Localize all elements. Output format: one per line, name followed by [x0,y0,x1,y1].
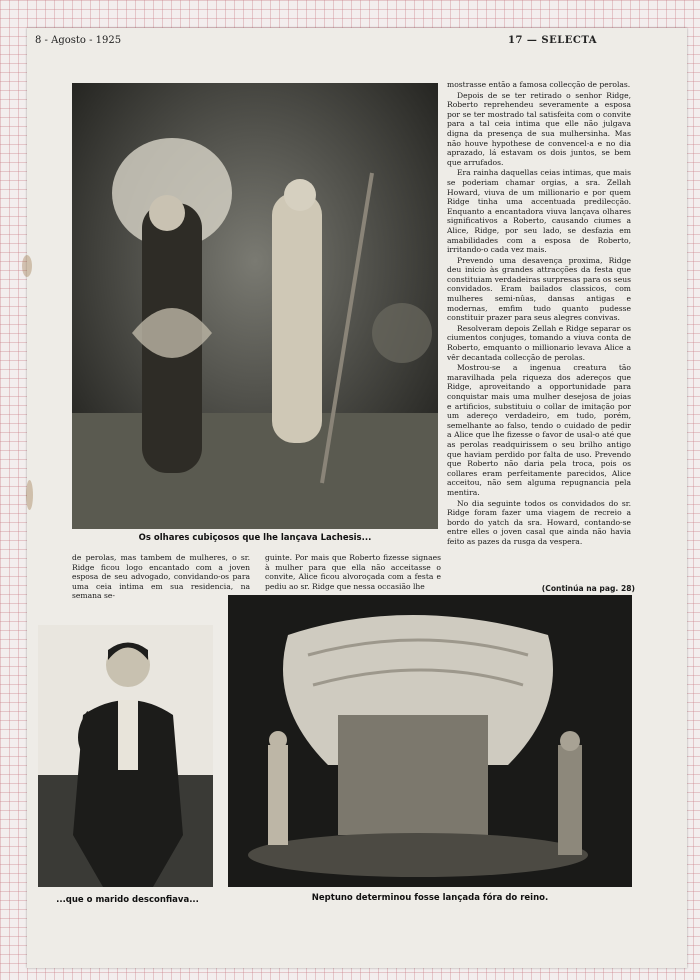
paragraph: Mostrou-se a ingenua creatura tão maravilhada pela riqueza dos adereços que Ridge, aproveitando a opportunidade para conquistar mais uma mulher desejosa de joias e artificios, substituiu o collar de imitação por um adereço verdadeiro, em tudo, porém, semelhante ao falso, tendo o cuidado de pedir a Alice que lhe fizesse o favor de usal-o até que as perolas readquirissem o seu brilho antigo que haviam perdido por falta de uso. Prevendo que Roberto não daria pela troca, pois os collares eram perfeitamente parecidos, Alice acceitou, não sem alguma repugnancia pela mentira. [447,363,631,497]
paragraph: Resolveram depois Zellah e Ridge separar os ciumentos conjuges, tomando a viuva conta de Roberto, emquanto o millionario levava Alice a vêr decantada collecção de perolas. [447,323,631,362]
bottom-right-caption: Neptuno determinou fosse lançada fóra do reino. [311,893,549,903]
issue-date: 8 - Agosto - 1925 [35,35,122,46]
bottom-left-photo [38,625,213,887]
paragraph: No dia seguinte todos os convidados do sr. Ridge foram fazer uma viagem de recreio a bordo do yatch da sra. Howard, contando-se entre elles o joven casal que ainda não havia feito as pazes da rusga da vespera. [447,498,631,546]
paper-stain [22,255,32,277]
top-photo-caption: Os olhares cubiçosos que lhe lançava Lachesis... [138,533,372,543]
top-photo [72,83,438,529]
bottom-middle-column: guinte. Por mais que Roberto fizesse signaes à mulher para que ella não acceitasse o convite, Alice ficou alvoroçada com a festa e pediu ao sr. Ridge que nessa occasião lhe [265,553,441,591]
bottom-left-caption: ...que o marido desconfiava... [56,895,199,905]
bottom-right-photo [228,595,632,887]
continued-note: (Continúa na pag. 28) [541,584,635,593]
paragraph: Depois de se ter retirado o senhor Ridge, Roberto reprehendeu severamente a esposa por se ter mostrado tal satisfeita com o convite para a tal ceia intima que elle não julgava digna da presença de sua mulhersinha. Mas não houve hypothese de convencel-a e no dia aprazado, lá estavam os dois juntos, se bem que arrufados. [447,90,631,167]
paragraph: mostrasse então a famosa collecção de perolas. [447,80,631,89]
paragraph: Era rainha daquellas ceias intimas, que mais se poderiam chamar orgias, a sra. Zellah Howard, viuva de um millionario e por quem Ridge tinha uma accentuada predilecção. Enquanto a encantadora viuva lançava olhares significativos a Roberto, causando ciumes a Alice, Ridge, por seu lado, se desfazia em amabilidades com a esposa de Roberto, irritando-o cada vez mais. [447,168,631,255]
paragraph: Prevendo uma desavença proxima, Ridge deu inicio às grandes attracções da festa que constituiam verdadeiras surpresas para os seus convidados. Eram bailados classicos, com mulheres semi-nûas, dansas antigas e modernas, emfim tudo quanto pudesse constituir prazer para seus alegres convivas. [447,255,631,323]
paper-stain [26,480,33,510]
magazine-title: 17 — SELECTA [508,35,597,46]
right-article-column [447,80,631,583]
bottom-left-column: de perolas, mas tambem de mulheres, o sr. Ridge ficou logo encantado com a joven esposa de seu advogado, convidando-os para uma ceia intima em sua residencia, na semana se- [72,553,250,601]
